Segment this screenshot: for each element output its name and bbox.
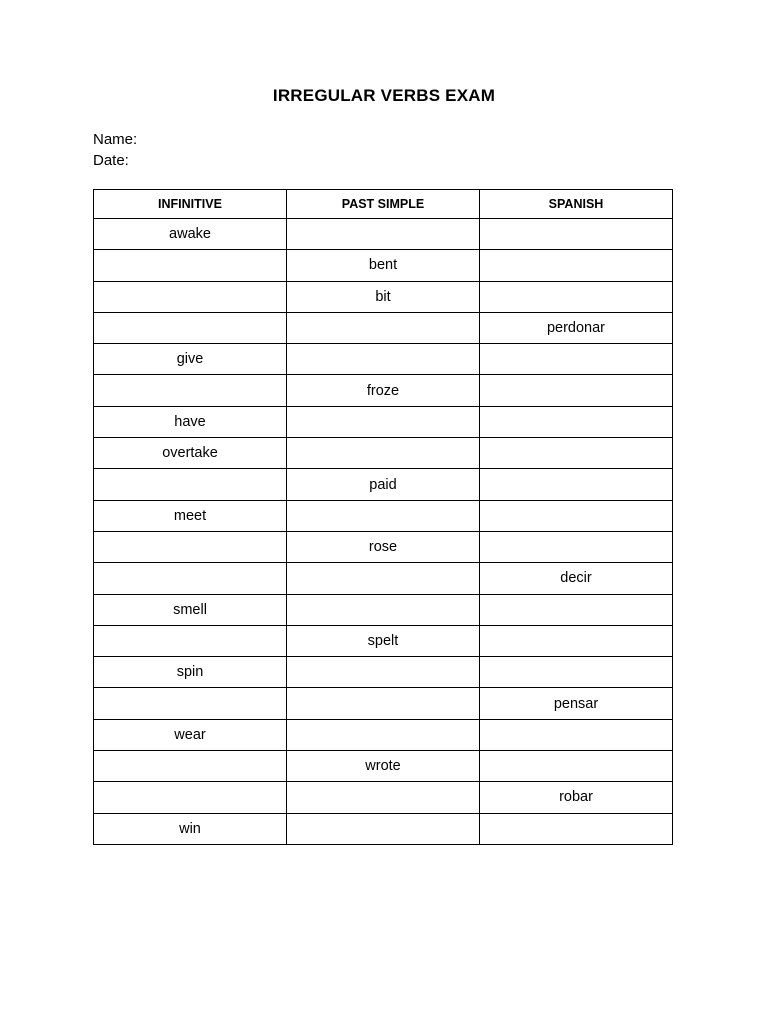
table-row: [94, 500, 673, 531]
spanish-cell[interactable]: [480, 657, 673, 688]
infinitive-cell[interactable]: awake: [94, 219, 287, 250]
table-row: [94, 406, 673, 437]
infinitive-cell[interactable]: [94, 688, 287, 719]
past-simple-cell[interactable]: [287, 657, 480, 688]
spanish-cell[interactable]: [480, 594, 673, 625]
past-simple-cell[interactable]: [287, 344, 480, 375]
infinitive-cell[interactable]: smell: [94, 594, 287, 625]
infinitive-cell[interactable]: [94, 250, 287, 281]
header-spanish: SPANISH: [480, 190, 673, 219]
table-row: [94, 751, 673, 782]
spanish-cell[interactable]: [480, 625, 673, 656]
spanish-cell[interactable]: [480, 375, 673, 406]
past-simple-cell[interactable]: froze: [287, 375, 480, 406]
spanish-cell[interactable]: [480, 813, 673, 844]
past-simple-cell[interactable]: [287, 219, 480, 250]
spanish-cell[interactable]: [480, 719, 673, 750]
table-row: [94, 281, 673, 312]
past-simple-cell[interactable]: [287, 563, 480, 594]
table-row: [94, 657, 673, 688]
table-header: [94, 190, 673, 219]
past-simple-cell[interactable]: [287, 312, 480, 343]
infinitive-cell[interactable]: [94, 375, 287, 406]
spanish-cell[interactable]: [480, 219, 673, 250]
table-row: [94, 250, 673, 281]
table-row: [94, 375, 673, 406]
spanish-cell[interactable]: [480, 281, 673, 312]
spanish-cell[interactable]: pensar: [480, 688, 673, 719]
header-infinitive: INFINITIVE: [94, 190, 287, 219]
spanish-cell[interactable]: perdonar: [480, 312, 673, 343]
table-row: [94, 469, 673, 500]
spanish-cell[interactable]: [480, 438, 673, 469]
infinitive-cell[interactable]: [94, 751, 287, 782]
spanish-cell[interactable]: [480, 406, 673, 437]
spanish-cell[interactable]: [480, 751, 673, 782]
past-simple-cell[interactable]: [287, 813, 480, 844]
infinitive-cell[interactable]: meet: [94, 500, 287, 531]
table-row: [94, 594, 673, 625]
table-row: [94, 719, 673, 750]
table-row: [94, 688, 673, 719]
spanish-cell[interactable]: [480, 344, 673, 375]
verbs-table: [93, 189, 673, 845]
infinitive-cell[interactable]: [94, 469, 287, 500]
exam-title: IRREGULAR VERBS EXAM: [272, 86, 496, 105]
past-simple-cell[interactable]: [287, 438, 480, 469]
header-past-simple: PAST SIMPLE: [287, 190, 480, 219]
infinitive-cell[interactable]: spin: [94, 657, 287, 688]
past-simple-cell[interactable]: spelt: [287, 625, 480, 656]
past-simple-cell[interactable]: wrote: [287, 751, 480, 782]
infinitive-cell[interactable]: give: [94, 344, 287, 375]
table-row: [94, 531, 673, 562]
past-simple-cell[interactable]: [287, 719, 480, 750]
infinitive-cell[interactable]: [94, 563, 287, 594]
infinitive-cell[interactable]: [94, 281, 287, 312]
table-row: [94, 813, 673, 844]
spanish-cell[interactable]: decir: [480, 563, 673, 594]
past-simple-cell[interactable]: [287, 406, 480, 437]
date-label: Date:: [93, 152, 129, 169]
infinitive-cell[interactable]: win: [94, 813, 287, 844]
spanish-cell[interactable]: [480, 469, 673, 500]
past-simple-cell[interactable]: [287, 688, 480, 719]
infinitive-cell[interactable]: [94, 782, 287, 813]
infinitive-cell[interactable]: wear: [94, 719, 287, 750]
infinitive-cell[interactable]: overtake: [94, 438, 287, 469]
past-simple-cell[interactable]: paid: [287, 469, 480, 500]
table-row: [94, 219, 673, 250]
spanish-cell[interactable]: [480, 500, 673, 531]
table-row: [94, 782, 673, 813]
infinitive-cell[interactable]: have: [94, 406, 287, 437]
infinitive-cell[interactable]: [94, 625, 287, 656]
past-simple-cell[interactable]: rose: [287, 531, 480, 562]
spanish-cell[interactable]: robar: [480, 782, 673, 813]
table-row: [94, 563, 673, 594]
past-simple-cell[interactable]: bent: [287, 250, 480, 281]
past-simple-cell[interactable]: [287, 594, 480, 625]
table-row: [94, 312, 673, 343]
table-row: [94, 344, 673, 375]
table-row: [94, 438, 673, 469]
infinitive-cell[interactable]: [94, 312, 287, 343]
table-row: [94, 625, 673, 656]
header-row: [94, 190, 673, 219]
past-simple-cell[interactable]: bit: [287, 281, 480, 312]
spanish-cell[interactable]: [480, 250, 673, 281]
past-simple-cell[interactable]: [287, 782, 480, 813]
name-label: Name:: [93, 131, 138, 148]
table-body: [94, 219, 673, 845]
spanish-cell[interactable]: [480, 531, 673, 562]
infinitive-cell[interactable]: [94, 531, 287, 562]
past-simple-cell[interactable]: [287, 500, 480, 531]
